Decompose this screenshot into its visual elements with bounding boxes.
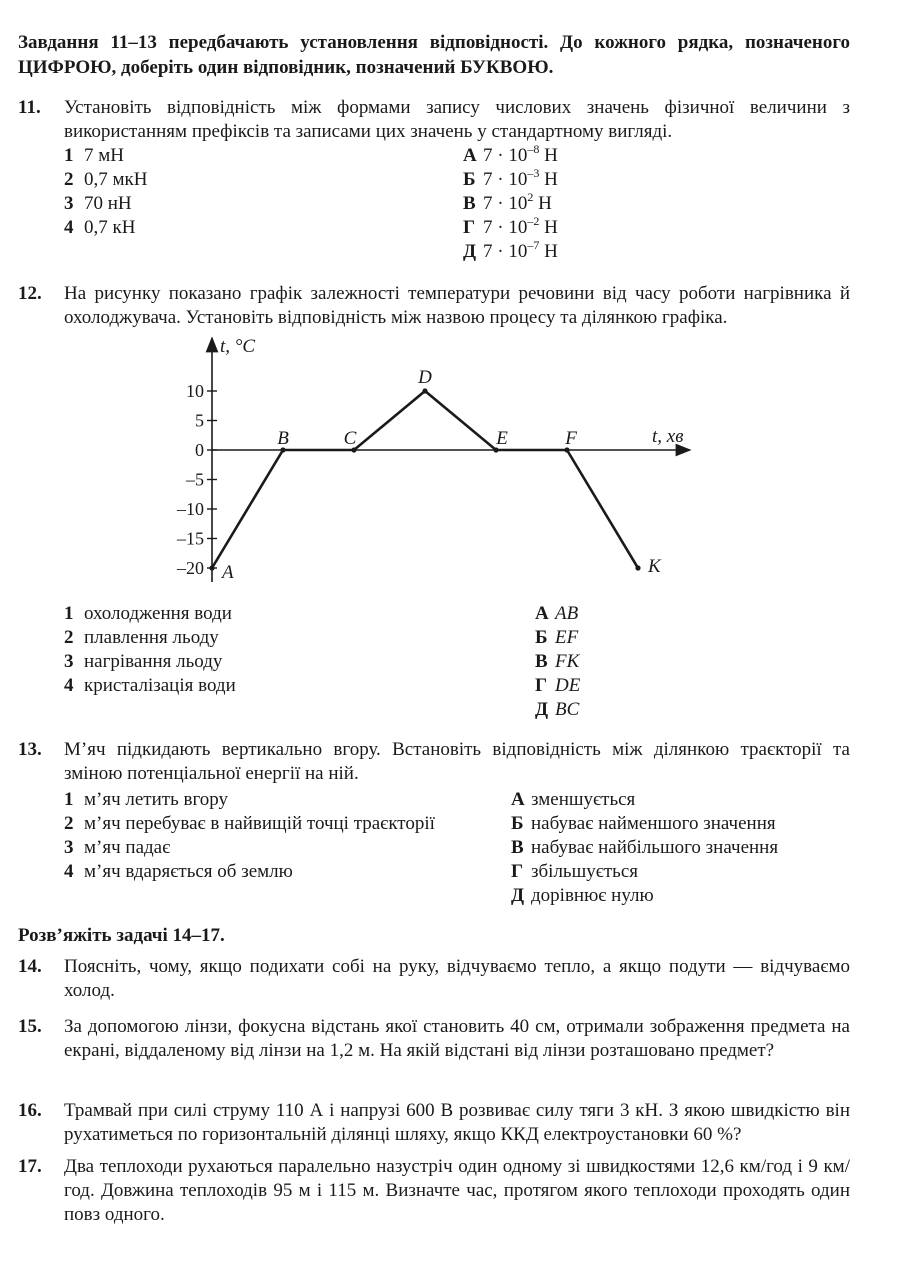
option-1: 1 7 мН [64, 145, 124, 166]
question-number: 11. [18, 97, 41, 118]
question-text: Установіть відповідність між формами запису числових значень фізичної величини з використанням префіксів та записами цих значень у стандартному вигляді. [64, 97, 850, 142]
instructions: Завдання 11–13 передбачають установлення відповідності. До кожного рядка, позначеного ЦИФРОЮ, доберіть один відповідник, позначений БУКВОЮ. [18, 32, 850, 78]
y-tick-label: 0 [195, 440, 204, 460]
y-tick-label: 5 [195, 410, 204, 431]
y-tick-label: 10 [186, 381, 204, 401]
question-text: М’яч підкидають вертикально вгору. Встановіть відповідність між ділянкою траєкторії та зміною потенціальної енергії на ній. [64, 739, 850, 784]
option-4: 4 кристалізація води [64, 675, 236, 696]
option-3: 3 м’яч падає [64, 837, 171, 858]
q13-right-options [511, 788, 778, 908]
question-11 [18, 96, 850, 144]
point-label-C: C [343, 428, 357, 449]
option-4: 4 м’яч вдаряється об землю [64, 861, 293, 882]
question-text: На рисунку показано графік залежності температури речовини від часу роботи нагрівника й охолоджувача. Установіть відповідність між назвою процесу та ділянкою графіка. [64, 283, 850, 328]
option-2: 2 плавлення льоду [64, 627, 219, 648]
option-d: Д $7 \cdot 10^{-7}$ Н [463, 238, 558, 262]
question-17 [18, 1155, 850, 1227]
y-tick-label: –5 [186, 469, 204, 490]
question-16 [18, 1099, 850, 1147]
question-14 [18, 955, 850, 1003]
question-15 [18, 1015, 850, 1063]
option-1: 1 м’яч летить вгору [64, 789, 229, 810]
point-label-D: D [418, 367, 432, 388]
q13-left-options [64, 788, 435, 884]
question-text: За допомогою лінзи, фокусна відстань якої становить 40 см, отримали зображення предмета на екрані, віддаленому від лінзи на 1,2 м. На якій відстані від лінзи розташовано предмет? [64, 1016, 850, 1061]
option-2: 2 м’яч перебуває в найвищій точці траєкторії [64, 813, 435, 834]
q11-right-options [463, 144, 558, 264]
question-number: 17. [18, 1156, 42, 1177]
question-number: 15. [18, 1016, 42, 1037]
y-axis-label: t, °C [220, 336, 256, 357]
point-A [209, 565, 214, 570]
point-label-F: F [565, 428, 577, 449]
point-label-K: K [648, 556, 661, 577]
question-12 [18, 282, 850, 330]
question-text: Трамвай при силі струму 110 А і напрузі 600 В розвиває силу тяги 3 кН. З якою швидкістю він рухатиметься по горизонтальній ділянці шляху, якщо ККД електроустановки 60 %? [64, 1100, 850, 1145]
q11-left-options [64, 144, 147, 240]
question-number: 16. [18, 1100, 42, 1121]
option-4: 4 0,7 кН [64, 217, 136, 238]
question-number: 14. [18, 956, 42, 977]
y-ticks [176, 381, 217, 578]
point-label-E: E [496, 428, 508, 449]
point-K [635, 565, 640, 570]
point-D [422, 388, 427, 393]
option-g: Г збільшується [511, 861, 639, 882]
option-g: Г $7 \cdot 10^{-2}$ Н [463, 214, 558, 238]
option-d: Д дорівнює нулю [511, 885, 654, 906]
x-axis-label: t, хв [652, 426, 684, 447]
question-number: 12. [18, 283, 42, 304]
question-text: Поясніть, чому, якщо подихати собі на руку, відчуваємо тепло, а якщо подути — відчуваємо холод. [64, 956, 850, 1001]
option-d: Д BC [535, 699, 580, 720]
temperature-time-graph [160, 330, 720, 590]
temperature-curve [212, 391, 638, 568]
y-tick-label: –20 [177, 558, 204, 578]
option-b: Б набуває найменшого значення [511, 813, 776, 834]
option-1: 1 охолодження води [64, 603, 232, 624]
option-b: Б $7 \cdot 10^{-3}$ Н [463, 166, 558, 190]
question-13 [18, 738, 850, 786]
option-3: 3 70 нН [64, 193, 132, 214]
option-2: 2 0,7 мкН [64, 169, 148, 190]
option-g: Г DE [535, 675, 581, 696]
point-label-A: A [222, 562, 234, 583]
option-3: 3 нагрівання льоду [64, 651, 223, 672]
q12-left-options [64, 602, 236, 698]
option-a: А зменшується [511, 789, 636, 810]
y-tick-label: –15 [177, 528, 204, 549]
question-text: Два теплоходи рухаються паралельно назустріч один одному зі швидкостями 12,6 км/год і 9 км/год. Довжина теплоходів 95 м і 115 м. Визначте час, протягом якого теплоходи проходять один повз одного. [64, 1156, 850, 1225]
option-v: В FK [535, 651, 580, 672]
option-a: А AB [535, 603, 579, 624]
q12-right-options [535, 602, 580, 722]
option-a: А $7 \cdot 10^{-8}$ Н [463, 142, 558, 166]
y-tick-label: –10 [177, 499, 204, 519]
option-v: В $7 \cdot 10^2$ Н [463, 190, 552, 214]
option-b: Б EF [535, 627, 579, 648]
option-v: В набуває найбільшого значення [511, 837, 779, 858]
section-title: Розв’яжіть задачі 14–17. [18, 925, 225, 946]
point-label-B: B [277, 428, 289, 449]
question-number: 13. [18, 739, 42, 760]
